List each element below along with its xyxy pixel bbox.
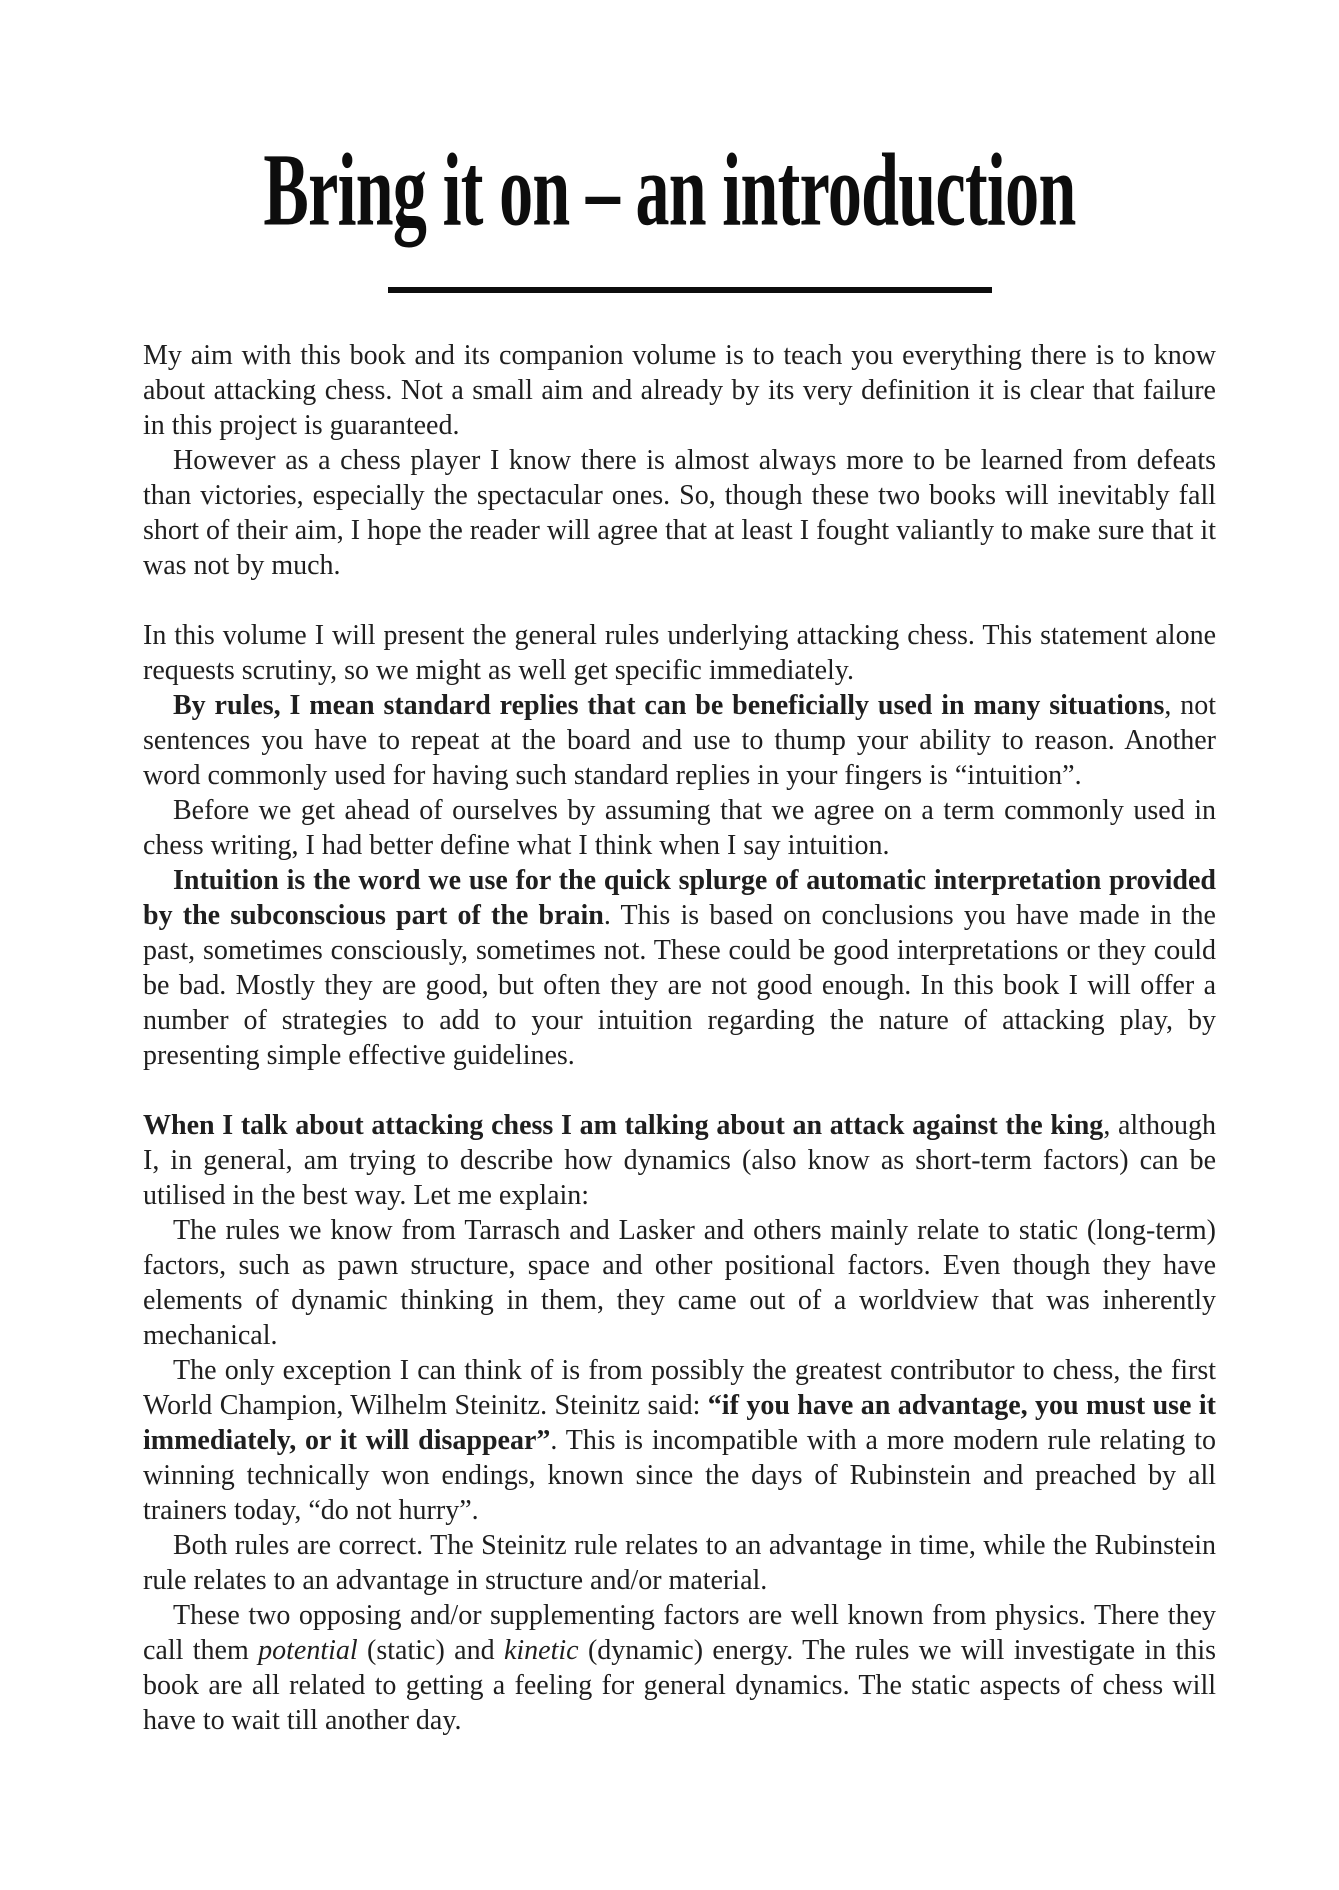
text-run: kinetic	[503, 1635, 579, 1666]
text-run: (dynamic) energy. The rules we will investigate in this book are all related to getting a feeling for general dynamics. The static aspects of chess will have to wait till another day.	[143, 1635, 1217, 1736]
text-run: In this volume I will present the general rules underlying attacking chess. This statement alone requests scrutiny, so we might as well get specific immediately.	[143, 620, 1216, 686]
paragraph	[143, 1598, 1216, 1738]
text-run: These two opposing and/or supplementing factors are well known from physics. There they call them	[143, 1600, 1216, 1666]
text-run: “if you have an advantage, you must use it immediately, or it will disappear”	[143, 1390, 1216, 1456]
paragraph	[143, 863, 1216, 1073]
paragraph	[143, 1528, 1216, 1598]
paragraph	[143, 688, 1216, 793]
title-divider	[388, 287, 992, 293]
text-run: The only exception I can think of is from possibly the greatest contributor to chess, the first World Champion, Wilhelm Steinitz. Steinitz said:	[143, 1355, 1216, 1421]
text-run: . This is incompatible with a more modern rule relating to winning technically won endings, known since the days of Rubinstein and preached by all trainers today, “do not hurry”.	[143, 1425, 1216, 1526]
text-run: However as a chess player I know there is almost always more to be learned from defeats than victories, especially the spectacular ones. So, though these two books will inevitably fall short of their aim, I hope the reader will agree that at least I fought valiantly to make sure that it was not by much.	[143, 445, 1216, 581]
text-run: My aim with this book and its companion volume is to teach you everything there is to know about attacking chess. Not a small aim and already by its very definition it is clear that failure in this project is guaranteed.	[143, 340, 1216, 441]
text-run: , although I, in general, am trying to describe how dynamics (also know as short-term factors) can be utilised in the best way. Let me explain:	[143, 1110, 1216, 1211]
text-run: potential	[258, 1635, 358, 1666]
text-run: The rules we know from Tarrasch and Lasker and others mainly relate to static (long-term) factors, such as pawn structure, space and other positional factors. Even though they have elements of dynamic thinking in them, they came out of a worldview that was inherently mechanical.	[143, 1215, 1216, 1351]
paragraph	[143, 443, 1216, 583]
text-run: (static) and	[357, 1635, 504, 1666]
page-title: Bring it on – an introduction	[263, 132, 1076, 248]
paragraph	[143, 1213, 1216, 1353]
paragraph	[143, 618, 1216, 688]
text-run: Intuition is the word we use for the quick splurge of automatic interpretation provided by the subconscious part of the brain	[143, 865, 1216, 931]
paragraph	[143, 793, 1216, 863]
paragraph	[143, 338, 1216, 443]
text-run: . This is based on conclusions you have made in the past, sometimes consciously, sometimes not. These could be good interpretations or they could be bad. Mostly they are good, but often they are not good enough. In this book I will offer a number of strategies to add to your intuition regarding the nature of attacking play, by presenting simple effective guidelines.	[143, 900, 1216, 1071]
paragraph	[143, 1353, 1216, 1528]
page-body	[143, 338, 1216, 1738]
text-run: Before we get ahead of ourselves by assuming that we agree on a term commonly used in chess writing, I had better define what I think when I say intuition.	[143, 795, 1216, 861]
text-run: When I talk about attacking chess I am talking about an attack against the king	[143, 1110, 1104, 1141]
text-run: Both rules are correct. The Steinitz rule relates to an advantage in time, while the Rubinstein rule relates to an advantage in structure and/or material.	[143, 1530, 1216, 1596]
text-run: By rules, I mean standard replies that can be beneficially used in many situations	[173, 690, 1165, 721]
text-run: , not sentences you have to repeat at the board and use to thump your ability to reason. Another word commonly used for having such standard replies in your fingers is “intuition”.	[143, 690, 1217, 791]
paragraph	[143, 1108, 1216, 1213]
